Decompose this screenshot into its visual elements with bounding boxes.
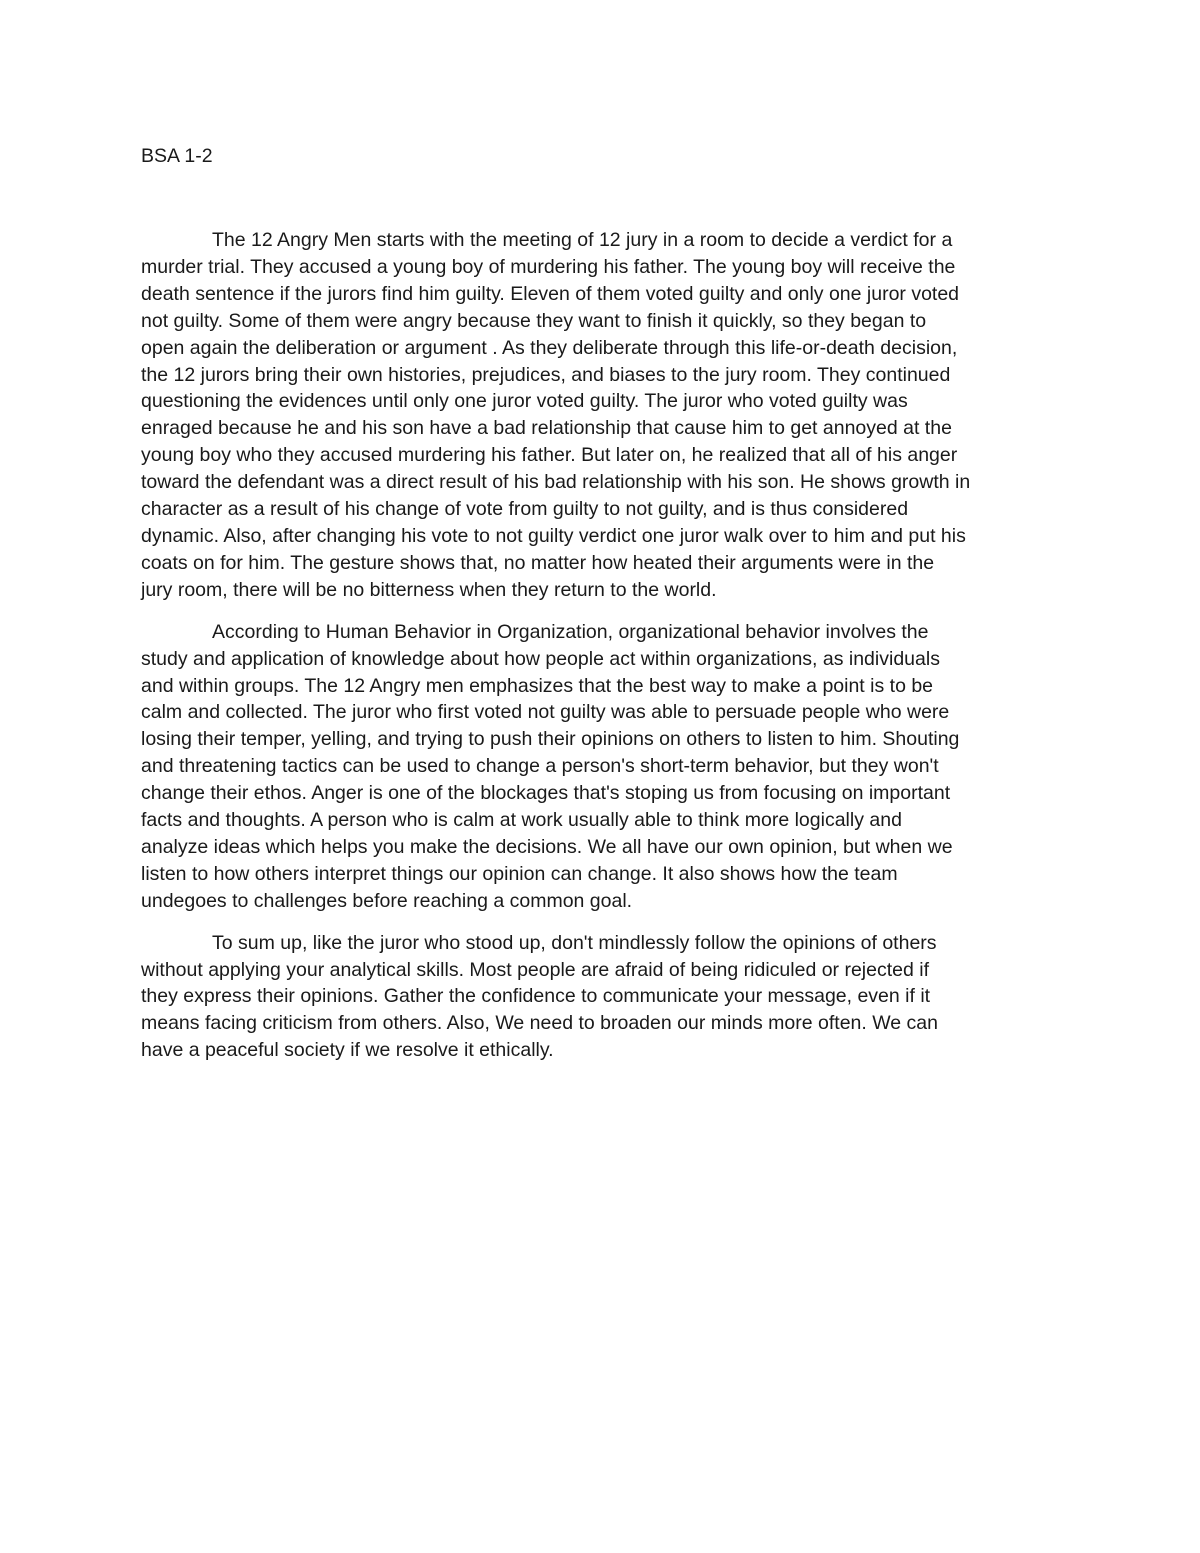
text-line: open again the deliberation or argument . As they deliberate through this life-or-death decision, <box>141 336 958 359</box>
text-line: and within groups. The 12 Angry men emphasizes that the best way to make a point is to be <box>141 674 934 697</box>
text-line: they express their opinions. Gather the confidence to communicate your message, even if it <box>141 985 931 1008</box>
text-line: means facing criticism from others. Also, We need to broaden our minds more often. We can <box>141 1012 938 1035</box>
text-line: undegoes to challenges before reaching a common goal. <box>141 889 633 912</box>
text-line: death sentence if the jurors find him guilty. Eleven of them voted guilty and only one juror voted <box>141 282 960 305</box>
text-line: not guilty. Some of them were angry because they want to finish it quickly, so they began to <box>141 309 927 332</box>
text-line: coats on for him. The gesture shows that, no matter how heated their arguments were in the <box>141 551 935 574</box>
text-line: To sum up, like the juror who stood up, don't mindlessly follow the opinions of others <box>212 931 937 954</box>
text-line: dynamic. Also, after changing his vote to not guilty verdict one juror walk over to him and put his <box>141 524 966 547</box>
text-line: have a peaceful society if we resolve it ethically. <box>141 1039 554 1062</box>
text-line: murder trial. They accused a young boy of murdering his father. The young boy will receive the <box>141 255 956 278</box>
paragraph-3 <box>141 930 1061 1065</box>
text-line: questioning the evidences until only one juror voted guilty. The juror who voted guilty was <box>141 390 908 413</box>
paragraph-2 <box>141 619 1061 915</box>
text-line: enraged because he and his son have a bad relationship that cause him to get annoyed at the <box>141 417 952 440</box>
text-line: toward the defendant was a direct result of his bad relationship with his son. He shows growth in <box>141 471 971 494</box>
text-line: study and application of knowledge about how people act within organizations, as individuals <box>141 647 940 670</box>
document-header: BSA 1-2 <box>141 145 213 167</box>
text-line: young boy who they accused murdering his father. But later on, he realized that all of his anger <box>141 444 958 467</box>
text-line: The 12 Angry Men starts with the meeting of 12 jury in a room to decide a verdict for a <box>212 229 953 251</box>
text-line: change their ethos. Anger is one of the blockages that's stoping us from focusing on important <box>141 782 951 805</box>
paragraph-1 <box>141 227 1061 604</box>
text-line: without applying your analytical skills. Most people are afraid of being ridiculed or rejected if <box>141 958 929 981</box>
text-line: facts and thoughts. A person who is calm at work usually able to think more logically and <box>141 809 902 832</box>
document-body <box>141 143 1061 1064</box>
text-line: According to Human Behavior in Organization, organizational behavior involves the <box>212 620 929 643</box>
text-line: calm and collected. The juror who first voted not guilty was able to persuade people who were <box>141 701 950 724</box>
text-line: losing their temper, yelling, and trying to push their opinions on others to listen to him. Shouting <box>141 728 960 751</box>
text-line: the 12 jurors bring their own histories, prejudices, and biases to the jury room. They continued <box>141 363 951 386</box>
text-line: listen to how others interpret things our opinion can change. It also shows how the team <box>141 862 898 885</box>
text-line: and threatening tactics can be used to change a person's short-term behavior, but they won't <box>141 755 939 778</box>
text-line: jury room, there will be no bitterness when they return to the world. <box>141 578 717 601</box>
text-line: analyze ideas which helps you make the decisions. We all have our own opinion, but when we <box>141 835 953 858</box>
text-line: character as a result of his change of vote from guilty to not guilty, and is thus considered <box>141 498 909 521</box>
